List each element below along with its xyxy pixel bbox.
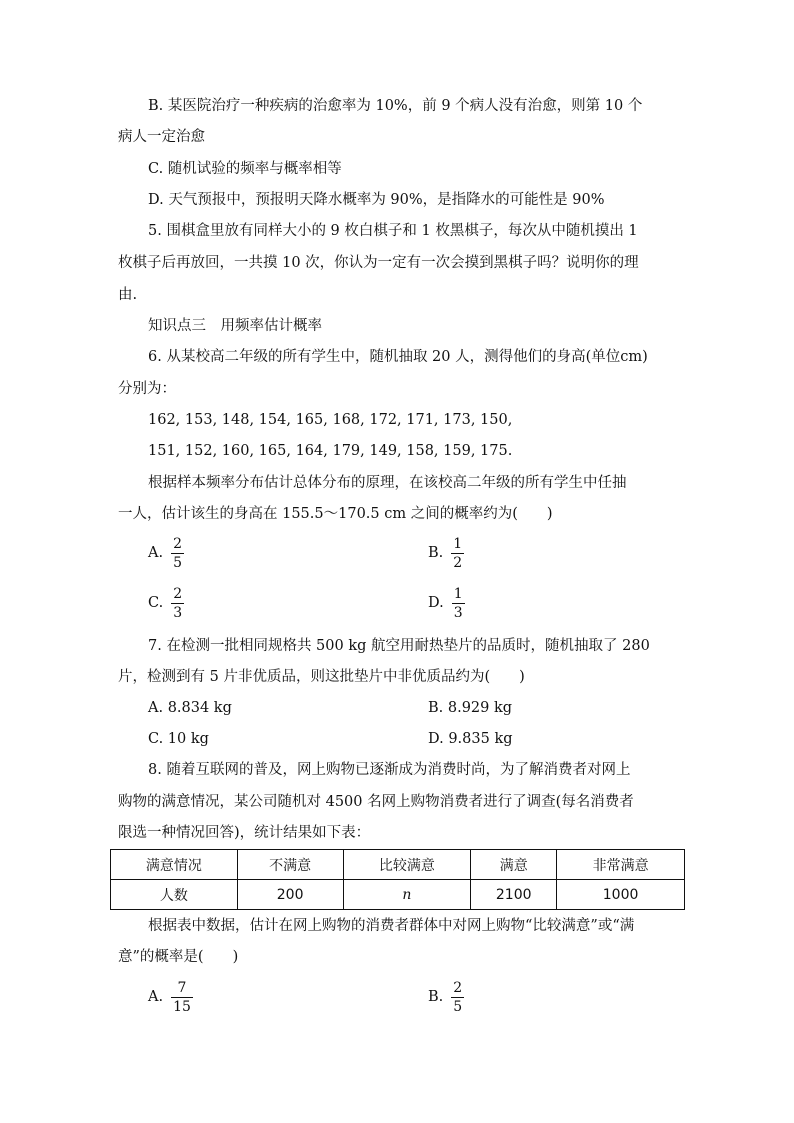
height-data-line1: 162, 153, 148, 154, 165, 168, 172, 171, 173, 150,	[148, 412, 513, 428]
option-b-line2: 病人一定治愈	[118, 129, 205, 145]
table-cell: 人数	[111, 880, 238, 910]
q7-option-c: C. 10 kg	[148, 731, 209, 747]
question-5-line2: 枚棋子后再放回，一共摸 10 次，你认为一定有一次会摸到黑棋子吗？说明你的理	[118, 255, 639, 271]
table-header-cell: 比较满意	[343, 850, 471, 880]
q7-option-a: A. 8.834 kg	[148, 700, 232, 716]
question-8-line3: 限选一种情况回答)，统计结果如下表：	[118, 825, 371, 841]
question-8-line4: 根据表中数据，估计在网上购物的消费者群体中对网上购物“比较满意”或“满	[148, 918, 635, 934]
question-8-line2: 购物的满意情况，某公司随机对 4500 名网上购物消费者进行了调查(每名消费者	[118, 794, 634, 810]
option-c: C. 随机试验的频率与概率相等	[148, 161, 342, 177]
question-8-line1: 8. 随着互联网的普及，网上购物已逐渐成为消费时尚，为了解消费者对网上	[148, 762, 631, 778]
table-row	[111, 880, 685, 910]
table-cell: n	[343, 880, 471, 910]
fraction: $\frac{1}{3}$	[453, 585, 463, 621]
question-7-line2: 片，检测到有 5 片非优质品，则这批垫片中非优质品约为( )	[118, 669, 525, 685]
question-6-line1: 6. 从某校高二年级的所有学生中，随机抽取 20 人，测得他们的身高(单位cm)	[148, 349, 648, 365]
q8-option-b: B. $\frac{2}{5}$	[428, 979, 463, 1015]
question-6-line4: 一人，估计该生的身高在 155.5～170.5 cm 之间的概率约为( )	[118, 506, 553, 522]
fraction: $\frac{1}{2}$	[453, 535, 463, 571]
survey-table	[110, 849, 685, 910]
height-data-line2: 151, 152, 160, 165, 164, 179, 149, 158, 159, 175.	[148, 443, 513, 459]
q6-option-d: D. $\frac{1}{3}$	[428, 585, 463, 621]
table-header-cell: 非常满意	[557, 850, 685, 880]
option-d: D. 天气预报中，预报明天降水概率为 90%，是指降水的可能性是 90%	[148, 192, 605, 208]
table-cell: 2100	[471, 880, 557, 910]
table-header-cell: 满意情况	[111, 850, 238, 880]
q6-option-b: B. $\frac{1}{2}$	[428, 535, 463, 571]
fraction: $\frac{2}{5}$	[453, 979, 463, 1015]
question-6-line3: 根据样本频率分布估计总体分布的原理，在该校高二年级的所有学生中任抽	[148, 475, 627, 491]
question-7-line1: 7. 在检测一批相同规格共 500 kg 航空用耐热垫片的品质时，随机抽取了 280	[148, 638, 650, 654]
fraction: $\frac{7}{15}$	[173, 979, 191, 1015]
q7-option-b: B. 8.929 kg	[428, 700, 513, 716]
q6-option-c: C. $\frac{2}{3}$	[148, 585, 183, 621]
option-b-line1: B. 某医院治疗一种疾病的治愈率为 10%，前 9 个病人没有治愈，则第 10 个	[148, 98, 643, 114]
fraction: $\frac{2}{3}$	[173, 585, 183, 621]
q8-option-a: A. $\frac{7}{15}$	[148, 979, 191, 1015]
section-heading: 知识点三 用频率估计概率	[148, 318, 322, 334]
question-5-line3: 由.	[118, 287, 138, 303]
q7-option-d: D. 9.835 kg	[428, 731, 513, 747]
table-header-cell: 满意	[471, 850, 557, 880]
fraction: $\frac{2}{5}$	[173, 535, 183, 571]
table-header-cell: 不满意	[237, 850, 343, 880]
table-cell: 1000	[557, 880, 685, 910]
table-cell: 200	[237, 880, 343, 910]
q6-option-a: A. $\frac{2}{5}$	[148, 535, 183, 571]
question-6-line2: 分别为：	[118, 381, 176, 397]
question-5-line1: 5. 围棋盒里放有同样大小的 9 枚白棋子和 1 枚黑棋子，每次从中随机摸出 1	[148, 223, 638, 239]
table-header-row	[111, 850, 685, 880]
question-8-line5: 意”的概率是( )	[118, 949, 239, 965]
